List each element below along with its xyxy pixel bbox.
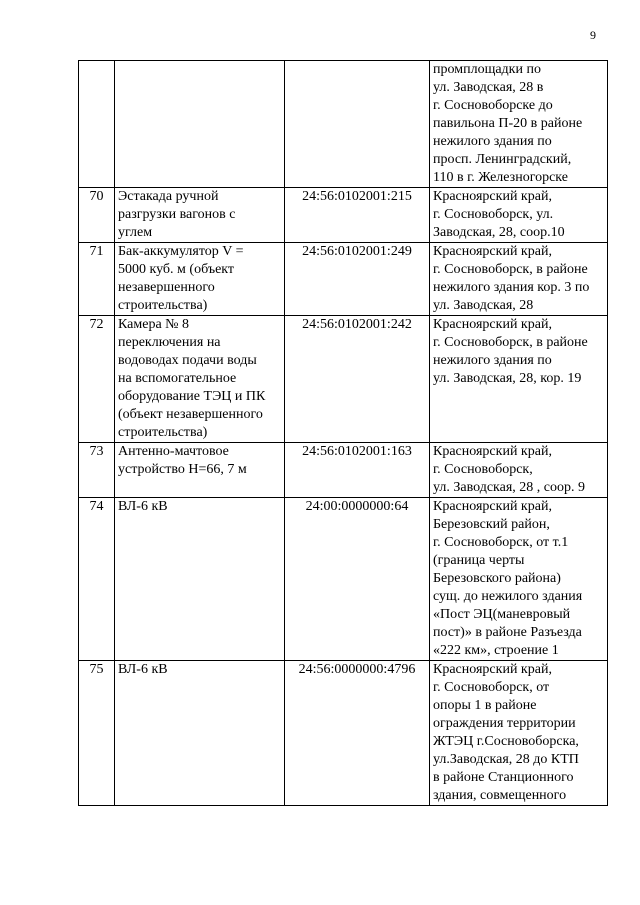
cadastral-number (285, 61, 430, 188)
table-row (79, 661, 608, 806)
object-name: Антенно-мачтовое устройство Н=66, 7 м (115, 443, 285, 498)
page-number: 9 (590, 28, 596, 42)
cadastral-number: 24:56:0102001:163 (285, 443, 430, 498)
object-address: Красноярский край, г. Сосновоборск, в районе нежилого здания по ул. Заводская, 28, кор. 19 (430, 316, 608, 443)
table-row (79, 61, 608, 188)
row-number: 71 (79, 243, 115, 316)
table-row (79, 243, 608, 316)
object-name: ВЛ-6 кВ (115, 498, 285, 661)
table-row (79, 316, 608, 443)
object-name (115, 61, 285, 188)
cadastral-number: 24:00:0000000:64 (285, 498, 430, 661)
object-address: Красноярский край, Березовский район, г. Сосновоборск, от т.1 (граница черты Березовского района) сущ. до нежилого здания «Пост ЭЦ(маневровый пост)» в районе Разъезда «222 км», строение 1 (430, 498, 608, 661)
object-address: промплощадки по ул. Заводская, 28 в г. Сосновоборске до павильона П-20 в районе нежилого здания по просп. Ленинградский, 110 в г. Железногорске (430, 61, 608, 188)
row-number: 72 (79, 316, 115, 443)
property-table (78, 60, 608, 806)
cadastral-number: 24:56:0000000:4796 (285, 661, 430, 806)
object-address: Красноярский край, г. Сосновоборск, в районе нежилого здания кор. 3 по ул. Заводская, 28 (430, 243, 608, 316)
row-number: 70 (79, 188, 115, 243)
table-row (79, 188, 608, 243)
row-number: 75 (79, 661, 115, 806)
object-name: ВЛ-6 кВ (115, 661, 285, 806)
cadastral-number: 24:56:0102001:215 (285, 188, 430, 243)
object-name: Камера № 8 переключения на водоводах подачи воды на вспомогательное оборудование ТЭЦ и ПК (объект незавершенного строительства) (115, 316, 285, 443)
object-address: Красноярский край, г. Сосновоборск, ул. Заводская, 28 , соор. 9 (430, 443, 608, 498)
object-address: Красноярский край, г. Сосновоборск, ул. Заводская, 28, соор.10 (430, 188, 608, 243)
cadastral-number: 24:56:0102001:249 (285, 243, 430, 316)
object-address: Красноярский край, г. Сосновоборск, от опоры 1 в районе ограждения территории ЖТЭЦ г.Сосновоборска, ул.Заводская, 28 до КТП в районе Станционного здания, совмещенного (430, 661, 608, 806)
object-name: Эстакада ручной разгрузки вагонов с углем (115, 188, 285, 243)
cadastral-number: 24:56:0102001:242 (285, 316, 430, 443)
table-row (79, 443, 608, 498)
table-row (79, 498, 608, 661)
row-number (79, 61, 115, 188)
row-number: 74 (79, 498, 115, 661)
row-number: 73 (79, 443, 115, 498)
object-name: Бак-аккумулятор V = 5000 куб. м (объект незавершенного строительства) (115, 243, 285, 316)
